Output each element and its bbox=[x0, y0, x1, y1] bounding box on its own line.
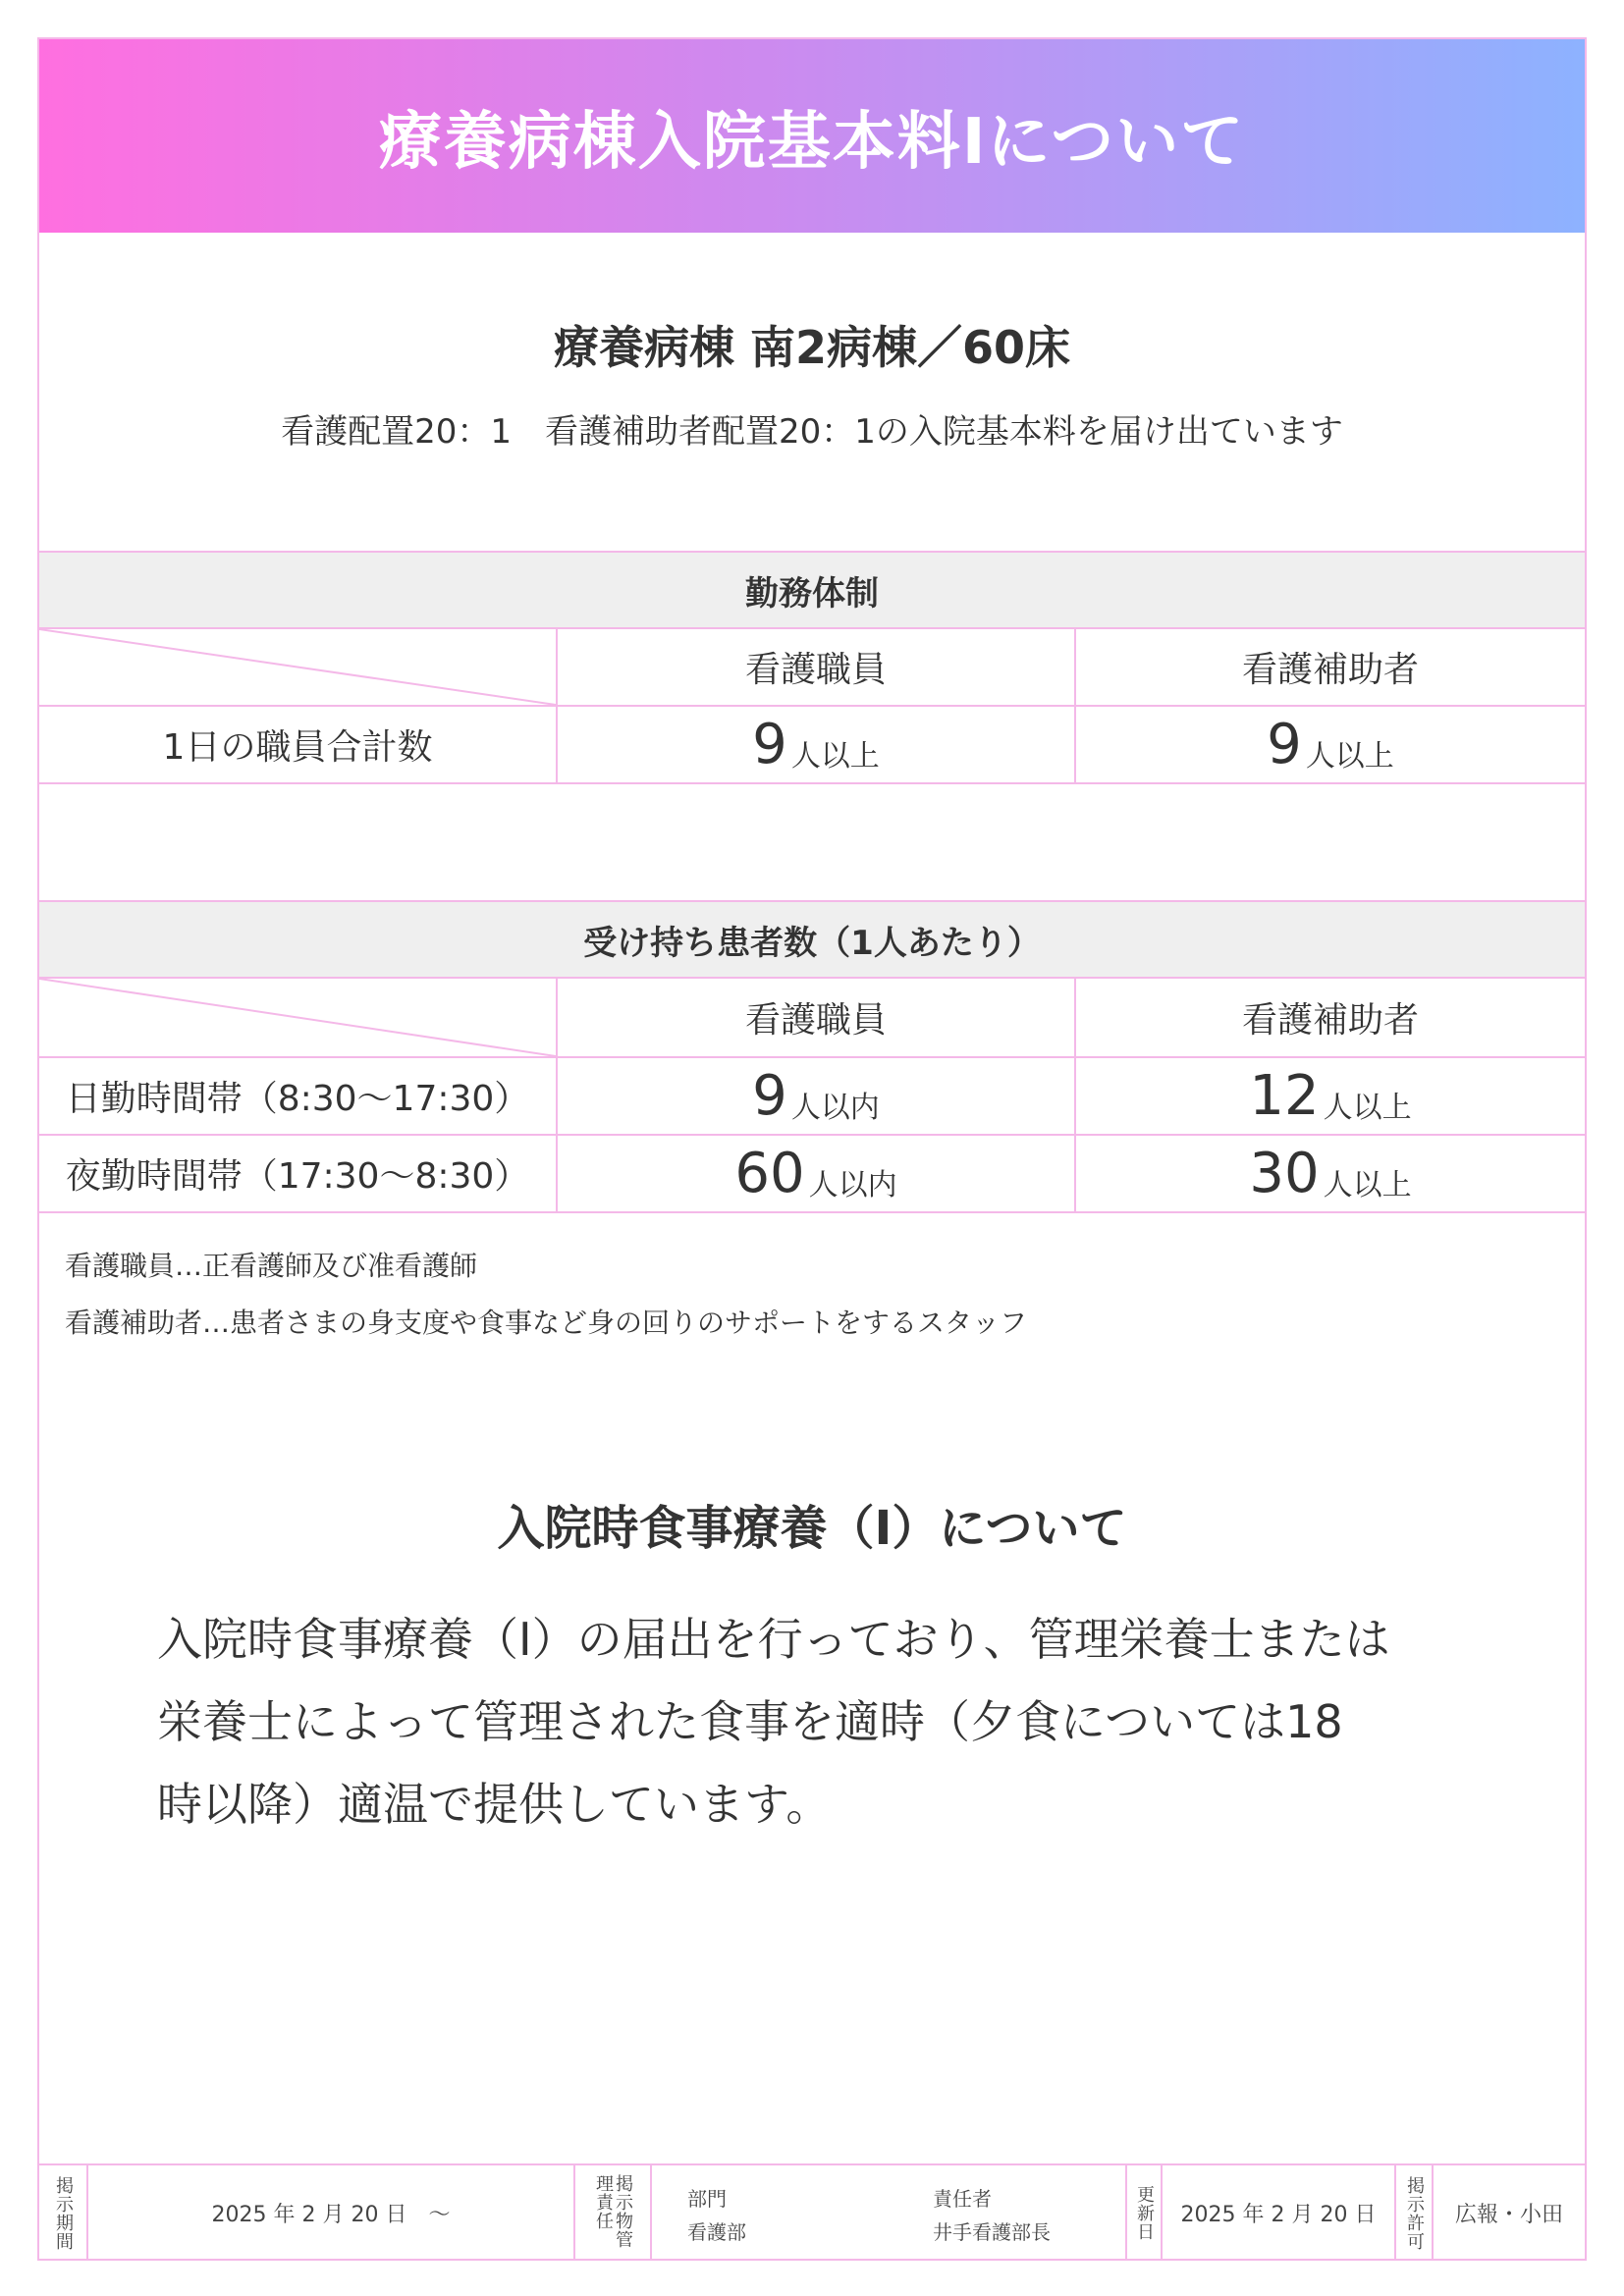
row-label-day: 日勤時間帯（8:30〜17:30） bbox=[65, 1079, 530, 1119]
footer-resp-label: 掲示物管理責任 bbox=[593, 2173, 633, 2249]
meal-line: 時以降）適温で提供しています。 bbox=[157, 1778, 832, 1831]
night-assistant-cell bbox=[1076, 1136, 1585, 1211]
col-header-assistant: 看護補助者 bbox=[1241, 650, 1419, 690]
footer-period-label: 掲示期間 bbox=[53, 2175, 74, 2251]
footer-dept-label: 部門 bbox=[687, 2187, 727, 2211]
day-nurse-cell bbox=[558, 1058, 1074, 1134]
staffing-assistant-cell bbox=[1076, 707, 1585, 782]
day-assistant-value: 12 bbox=[1249, 1063, 1320, 1128]
staffing-nurse-value: 9 bbox=[752, 712, 787, 776]
staffing-assistant-unit: 人以上 bbox=[1305, 738, 1394, 774]
day-assistant-cell bbox=[1076, 1058, 1585, 1134]
footer-permit-label: 掲示許可 bbox=[1404, 2175, 1425, 2251]
page-title: 療養病棟入院基本料Ⅰについて bbox=[378, 105, 1246, 179]
night-nurse-value: 60 bbox=[734, 1141, 805, 1205]
day-nurse-unit: 人以内 bbox=[790, 1090, 880, 1125]
divider bbox=[37, 1211, 1587, 1213]
ward-subtitle: 看護配置20：1 看護補助者配置20：1の入院基本料を届け出ています bbox=[281, 412, 1343, 452]
footer-update-label: 更新日 bbox=[1134, 2185, 1155, 2241]
footer-period-label-cell bbox=[39, 2165, 86, 2261]
footer-update-label-cell bbox=[1127, 2165, 1161, 2261]
diagonal-line bbox=[39, 979, 556, 1056]
meal-title: 入院時食事療養（Ⅰ）について bbox=[497, 1501, 1127, 1556]
footer-period-value: 2025 年 2 月 20 日 〜 bbox=[211, 2203, 451, 2227]
staffing-assistant-value: 9 bbox=[1267, 712, 1302, 776]
footer-permit-label-cell bbox=[1396, 2165, 1432, 2261]
divider bbox=[37, 782, 1587, 784]
footer-resp-label-cell bbox=[575, 2165, 650, 2261]
footer-owner-value: 井手看護部長 bbox=[933, 2220, 1051, 2244]
page-header bbox=[39, 39, 1585, 233]
day-nurse-value: 9 bbox=[752, 1063, 787, 1128]
col-header-assistant: 看護補助者 bbox=[1241, 1000, 1419, 1041]
meal-line: 入院時食事療養（Ⅰ）の届出を行っており、管理栄養士または bbox=[157, 1613, 1390, 1666]
row-label-night: 夜勤時間帯（17:30〜8:30） bbox=[65, 1156, 530, 1197]
row-label-total: 1日の職員合計数 bbox=[162, 727, 433, 768]
col-header-nurse: 看護職員 bbox=[744, 650, 887, 690]
night-nurse-unit: 人以内 bbox=[808, 1167, 897, 1202]
diagonal-line bbox=[39, 629, 556, 705]
col-header-nurse: 看護職員 bbox=[744, 1000, 887, 1041]
day-assistant-unit: 人以上 bbox=[1323, 1090, 1412, 1125]
note-assistant: 看護補助者…患者さまの身支度や食事など身の回りのサポートをするスタッフ bbox=[65, 1307, 1028, 1339]
night-assistant-unit: 人以上 bbox=[1323, 1167, 1412, 1202]
staffing-nurse-unit: 人以上 bbox=[790, 738, 880, 774]
staffing-band: 勤務体制 bbox=[39, 553, 1585, 627]
meal-line: 栄養士によって管理された食事を適時（夕食については18 bbox=[157, 1695, 1343, 1748]
note-nurse: 看護職員…正看護師及び准看護師 bbox=[65, 1250, 478, 1282]
footer-resp-cell bbox=[652, 2165, 1125, 2261]
night-nurse-cell bbox=[558, 1136, 1074, 1211]
meal-body bbox=[157, 1598, 1512, 1845]
patients-band: 受け持ち患者数（1人あたり） bbox=[39, 902, 1585, 977]
night-assistant-value: 30 bbox=[1249, 1141, 1320, 1205]
staffing-nurse-cell bbox=[558, 707, 1074, 782]
ward-title: 療養病棟 南2病棟／60床 bbox=[553, 321, 1071, 374]
footer-owner-label: 責任者 bbox=[933, 2187, 992, 2211]
footer-permit-value: 広報・小田 bbox=[1454, 2203, 1563, 2227]
footer-update-value: 2025 年 2 月 20 日 bbox=[1180, 2203, 1377, 2227]
footer-dept-value: 看護部 bbox=[687, 2220, 746, 2244]
